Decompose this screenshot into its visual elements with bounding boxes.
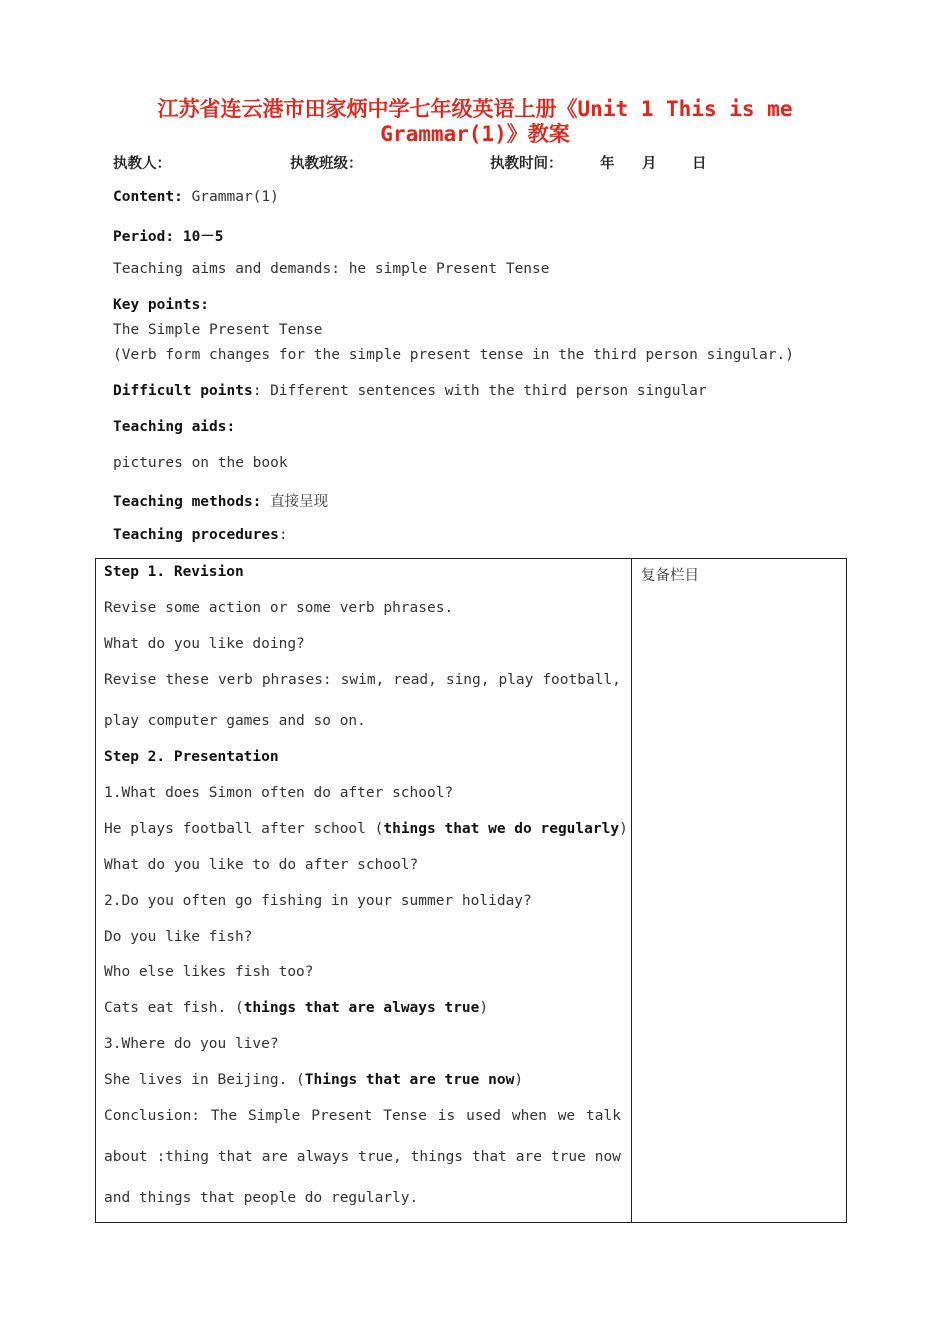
column-divider — [631, 559, 632, 1222]
step-1-line-1: Revise some action or some verb phrases. — [104, 600, 454, 616]
meta-row — [0, 152, 950, 172]
word: now — [594, 1149, 621, 1165]
conclusion-line-3: and things that people do regularly. — [104, 1190, 419, 1206]
question-2-line-2: Do you like fish? — [104, 929, 253, 945]
q1-close: ) — [619, 821, 628, 837]
difficult-label: Difficult points — [113, 383, 253, 399]
word: Simple — [247, 1108, 301, 1124]
word: we — [557, 1108, 576, 1124]
word: when — [511, 1108, 547, 1124]
teaching-procedures-line — [113, 527, 288, 543]
word: true, — [358, 1149, 402, 1165]
q1-note: things that we do regularly — [383, 821, 620, 837]
word: read, — [393, 672, 437, 688]
word: play — [498, 672, 534, 688]
word: about — [104, 1149, 148, 1165]
q3-note: Things that are true now — [304, 1072, 515, 1088]
word: always — [296, 1149, 350, 1165]
question-2-line-3: Who else likes fish too? — [104, 964, 314, 980]
q1-answer-text: He plays football after school ( — [104, 821, 384, 837]
conclusion-line-1 — [104, 1108, 621, 1124]
teaching-aims: Teaching aims and demands: he simple Present Tense — [113, 261, 550, 277]
word: that — [471, 1149, 507, 1165]
document-title — [100, 97, 850, 147]
step-1-line-3 — [104, 672, 621, 688]
side-column-header: 复备栏目 — [641, 568, 699, 584]
word: true — [550, 1149, 586, 1165]
question-1-answer — [104, 821, 628, 837]
conclusion-line-2 — [104, 1149, 621, 1165]
time-label: 执教时间： — [490, 156, 563, 172]
word: things — [410, 1149, 464, 1165]
word: football, — [542, 672, 621, 688]
word: verb — [217, 672, 253, 688]
difficult-points-line — [113, 383, 707, 399]
word: swim, — [340, 672, 385, 688]
period-label: Period: — [113, 229, 175, 245]
teaching-methods-line — [113, 490, 328, 511]
q3-answer-text: She lives in Beijing. ( — [104, 1072, 305, 1088]
step-2-heading: Step 2. Presentation — [104, 749, 279, 765]
word: phrases: — [261, 672, 332, 688]
content-label: Content: — [113, 189, 183, 205]
content-line — [113, 189, 279, 205]
day-label: 日 — [692, 156, 707, 172]
title-line-1: 江苏省连云港市田家炳中学七年级英语上册《Unit 1 This is me — [157, 97, 793, 121]
methods-value: 直接呈现 — [270, 494, 329, 510]
word: Tense — [383, 1108, 427, 1124]
period-value: 10－5 — [182, 229, 224, 245]
step-1-heading: Step 1. Revision — [104, 564, 244, 580]
step-1-line-4: play computer games and so on. — [104, 713, 366, 729]
question-3: 3.Where do you live? — [104, 1036, 279, 1052]
word: :thing — [156, 1149, 209, 1165]
word: are — [261, 1149, 288, 1165]
step-1-line-2: What do you like doing? — [104, 636, 305, 652]
procedures-table — [95, 558, 847, 1223]
word: talk — [586, 1108, 621, 1124]
q2-close: ) — [479, 1000, 489, 1016]
procedures-colon: : — [278, 527, 288, 543]
key-points-line-2: (Verb form changes for the simple present tense in the third person singular.) — [113, 347, 794, 363]
word: sing, — [445, 672, 490, 688]
question-2: 2.Do you often go fishing in your summer holiday? — [104, 893, 532, 909]
question-1: 1.What does Simon often do after school? — [104, 785, 454, 801]
word: that — [217, 1149, 253, 1165]
q2-answer-text: Cats eat fish. ( — [104, 1000, 244, 1016]
teacher-label: 执教人： — [113, 156, 171, 172]
year-label: 年 — [600, 156, 615, 172]
month-label: 月 — [642, 156, 657, 172]
key-points-label: Key points: — [113, 297, 210, 313]
word: are — [515, 1149, 542, 1165]
title-line-2: Grammar(1)》教案 — [380, 122, 570, 146]
word: these — [165, 672, 209, 688]
period-line — [113, 225, 224, 246]
word: used — [466, 1108, 502, 1124]
word: Present — [311, 1108, 373, 1124]
key-points-line-1: The Simple Present Tense — [113, 322, 323, 338]
word: Revise — [104, 672, 157, 688]
question-3-answer — [104, 1072, 523, 1088]
difficult-value: : Different sentences with the third person singular — [252, 383, 707, 399]
teaching-aids-label: Teaching aids: — [113, 419, 236, 435]
q2-note: things that are always true — [243, 1000, 480, 1016]
methods-label: Teaching methods: — [113, 494, 262, 510]
word: The — [210, 1108, 238, 1124]
word: is — [437, 1108, 456, 1124]
class-label: 执教班级： — [290, 156, 363, 172]
content-value: Grammar(1) — [191, 189, 279, 205]
q3-close: ) — [514, 1072, 524, 1088]
question-2-answer — [104, 1000, 488, 1016]
question-1-follow-up: What do you like to do after school? — [104, 857, 419, 873]
procedures-label: Teaching procedures — [113, 527, 279, 543]
word: Conclusion: — [104, 1108, 201, 1124]
teaching-aids-value: pictures on the book — [113, 455, 288, 471]
